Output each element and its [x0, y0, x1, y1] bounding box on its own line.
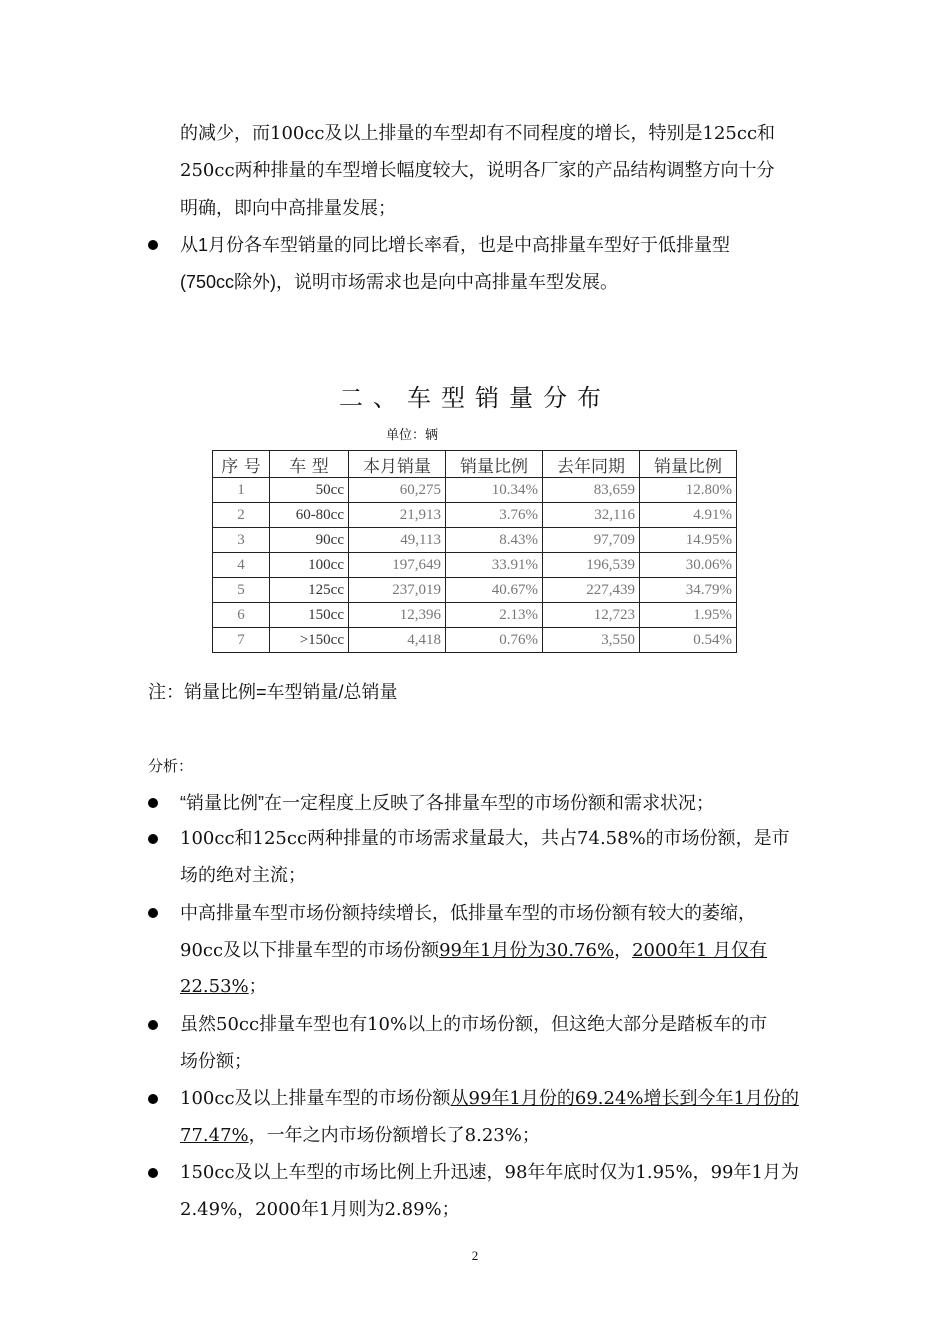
analysis-bullet-3-line-3 [180, 975, 267, 999]
analysis-bullet-3-line-2 [180, 939, 767, 963]
cell-model: 90cc [270, 528, 349, 553]
cell-ratio: 8.43% [446, 528, 543, 553]
analysis-bullet-5-line-2 [180, 1124, 540, 1148]
cell-index: 2 [213, 503, 270, 528]
cell-last-year: 3,550 [543, 628, 640, 653]
cell-index: 5 [213, 578, 270, 603]
cell-last-ratio: 14.95% [640, 528, 737, 553]
cell-month-sales: 197,649 [349, 553, 446, 578]
cell-index: 6 [213, 603, 270, 628]
cell-index: 7 [213, 628, 270, 653]
cell-index: 1 [213, 478, 270, 503]
bullet-icon [148, 1094, 158, 1104]
analysis-bullet-3-line-1: 中高排量车型市场份额持续增长，低排量车型的市场份额有较大的萎缩， [180, 903, 756, 923]
table-header-row [213, 451, 737, 478]
cell-last-year: 32,116 [543, 503, 640, 528]
cell-last-year: 196,539 [543, 553, 640, 578]
header-model: 车 型 [270, 451, 349, 478]
cell-ratio: 10.34% [446, 478, 543, 503]
analysis-bullet-6-line-2: 2.49%，2000年1月则为2.89%； [180, 1199, 460, 1220]
cell-month-sales: 21,913 [349, 503, 446, 528]
underlined-text: 99年1月份为30.76% [439, 940, 615, 961]
cell-index: 4 [213, 553, 270, 578]
cell-last-ratio: 0.54% [640, 628, 737, 653]
header-index: 序 号 [213, 451, 270, 478]
cell-last-ratio: 12.80% [640, 478, 737, 503]
analysis-bullet-2-line-2: 场的绝对主流； [180, 865, 306, 886]
bullet-icon [148, 240, 158, 250]
header-last-ratio: 销量比例 [640, 451, 737, 478]
analysis-bullet-1: “销量比例”在一定程度上反映了各排量车型的市场份额和需求状况； [180, 793, 714, 813]
cell-index: 3 [213, 528, 270, 553]
cell-model: 60-80cc [270, 503, 349, 528]
analysis-label: 分析： [148, 758, 194, 775]
unit-label: 单位：辆 [386, 428, 439, 443]
table-row [213, 503, 737, 528]
cell-last-ratio: 4.91% [640, 503, 737, 528]
text-segment: 100cc及以上排量车型的市场份额 [180, 1088, 451, 1109]
table-row [213, 603, 737, 628]
table-row [213, 553, 737, 578]
cell-ratio: 0.76% [446, 628, 543, 653]
cell-month-sales: 4,418 [349, 628, 446, 653]
page-number: 2 [471, 1248, 479, 1263]
cell-model: >150cc [270, 628, 349, 653]
cell-model: 100cc [270, 553, 349, 578]
text-segment: ，一年之内市场份额增长了8.23%； [248, 1125, 540, 1146]
table-row [213, 628, 737, 653]
cell-ratio: 33.91% [446, 553, 543, 578]
header-ratio: 销量比例 [446, 451, 543, 478]
cell-model: 125cc [270, 578, 349, 603]
cell-ratio: 3.76% [446, 503, 543, 528]
bullet-icon [148, 798, 158, 808]
cell-model: 50cc [270, 478, 349, 503]
cell-last-year: 12,723 [543, 603, 640, 628]
underlined-text: 77.47% [180, 1125, 249, 1146]
cell-ratio: 2.13% [446, 603, 543, 628]
bullet-icon [148, 834, 158, 844]
cell-model: 150cc [270, 603, 349, 628]
bullet-icon [148, 1168, 158, 1178]
table-row [213, 528, 737, 553]
section-title: 二、车型销量分布 [339, 384, 611, 412]
analysis-bullet-6-line-1: 150cc及以上车型的市场比例上升迅速，98年年底时仅为1.95%，99年1月为 [180, 1162, 799, 1183]
text-segment: ， [614, 940, 633, 961]
underlined-text: 2000年1 月仅有 [632, 940, 768, 961]
cell-last-year: 83,659 [543, 478, 640, 503]
intro-line-2: 250cc两种排量的车型增长幅度较大，说明各厂家的产品结构调整方向十分 [180, 160, 775, 181]
cell-month-sales: 60,275 [349, 478, 446, 503]
header-month-sales: 本月销量 [349, 451, 446, 478]
analysis-bullet-2-line-1: 100cc和125cc两种排量的市场需求量最大，共占74.58%的市场份额，是市 [180, 828, 790, 849]
text-segment: ； [248, 976, 267, 997]
bullet-icon [148, 1020, 158, 1030]
table-row [213, 578, 737, 603]
cell-last-ratio: 1.95% [640, 603, 737, 628]
intro-bullet-line-2: (750cc除外)，说明市场需求也是向中高排量车型发展。 [180, 272, 619, 292]
table-note: 注：销量比例=车型销量/总销量 [148, 682, 398, 702]
analysis-bullet-4-line-1: 虽然50cc排量车型也有10%以上的市场份额，但这绝大部分是踏板车的市 [180, 1014, 768, 1035]
cell-last-year: 227,439 [543, 578, 640, 603]
cell-last-year: 97,709 [543, 528, 640, 553]
text-segment: 90cc及以下排量车型的市场份额 [180, 940, 440, 961]
cell-month-sales: 49,113 [349, 528, 446, 553]
analysis-bullet-4-line-2: 场份额； [180, 1051, 252, 1072]
sales-table [212, 450, 737, 653]
intro-bullet-line-1: 从1月份各车型销量的同比增长率看，也是中高排量车型好于低排量型 [180, 235, 731, 255]
cell-last-ratio: 30.06% [640, 553, 737, 578]
intro-line-1: 的减少，而100cc及以上排量的车型却有不同程度的增长，特别是125cc和 [180, 123, 776, 144]
cell-ratio: 40.67% [446, 578, 543, 603]
header-last-year: 去年同期 [543, 451, 640, 478]
table-row [213, 478, 737, 503]
underlined-text: 22.53% [180, 976, 249, 997]
analysis-bullet-5-line-1 [180, 1087, 799, 1111]
underlined-text: 从99年1月份的69.24%增长到今年1月份的 [450, 1088, 799, 1109]
intro-line-3: 明确，即向中高排量发展； [180, 198, 396, 218]
cell-last-ratio: 34.79% [640, 578, 737, 603]
cell-month-sales: 237,019 [349, 578, 446, 603]
bullet-icon [148, 908, 158, 918]
cell-month-sales: 12,396 [349, 603, 446, 628]
